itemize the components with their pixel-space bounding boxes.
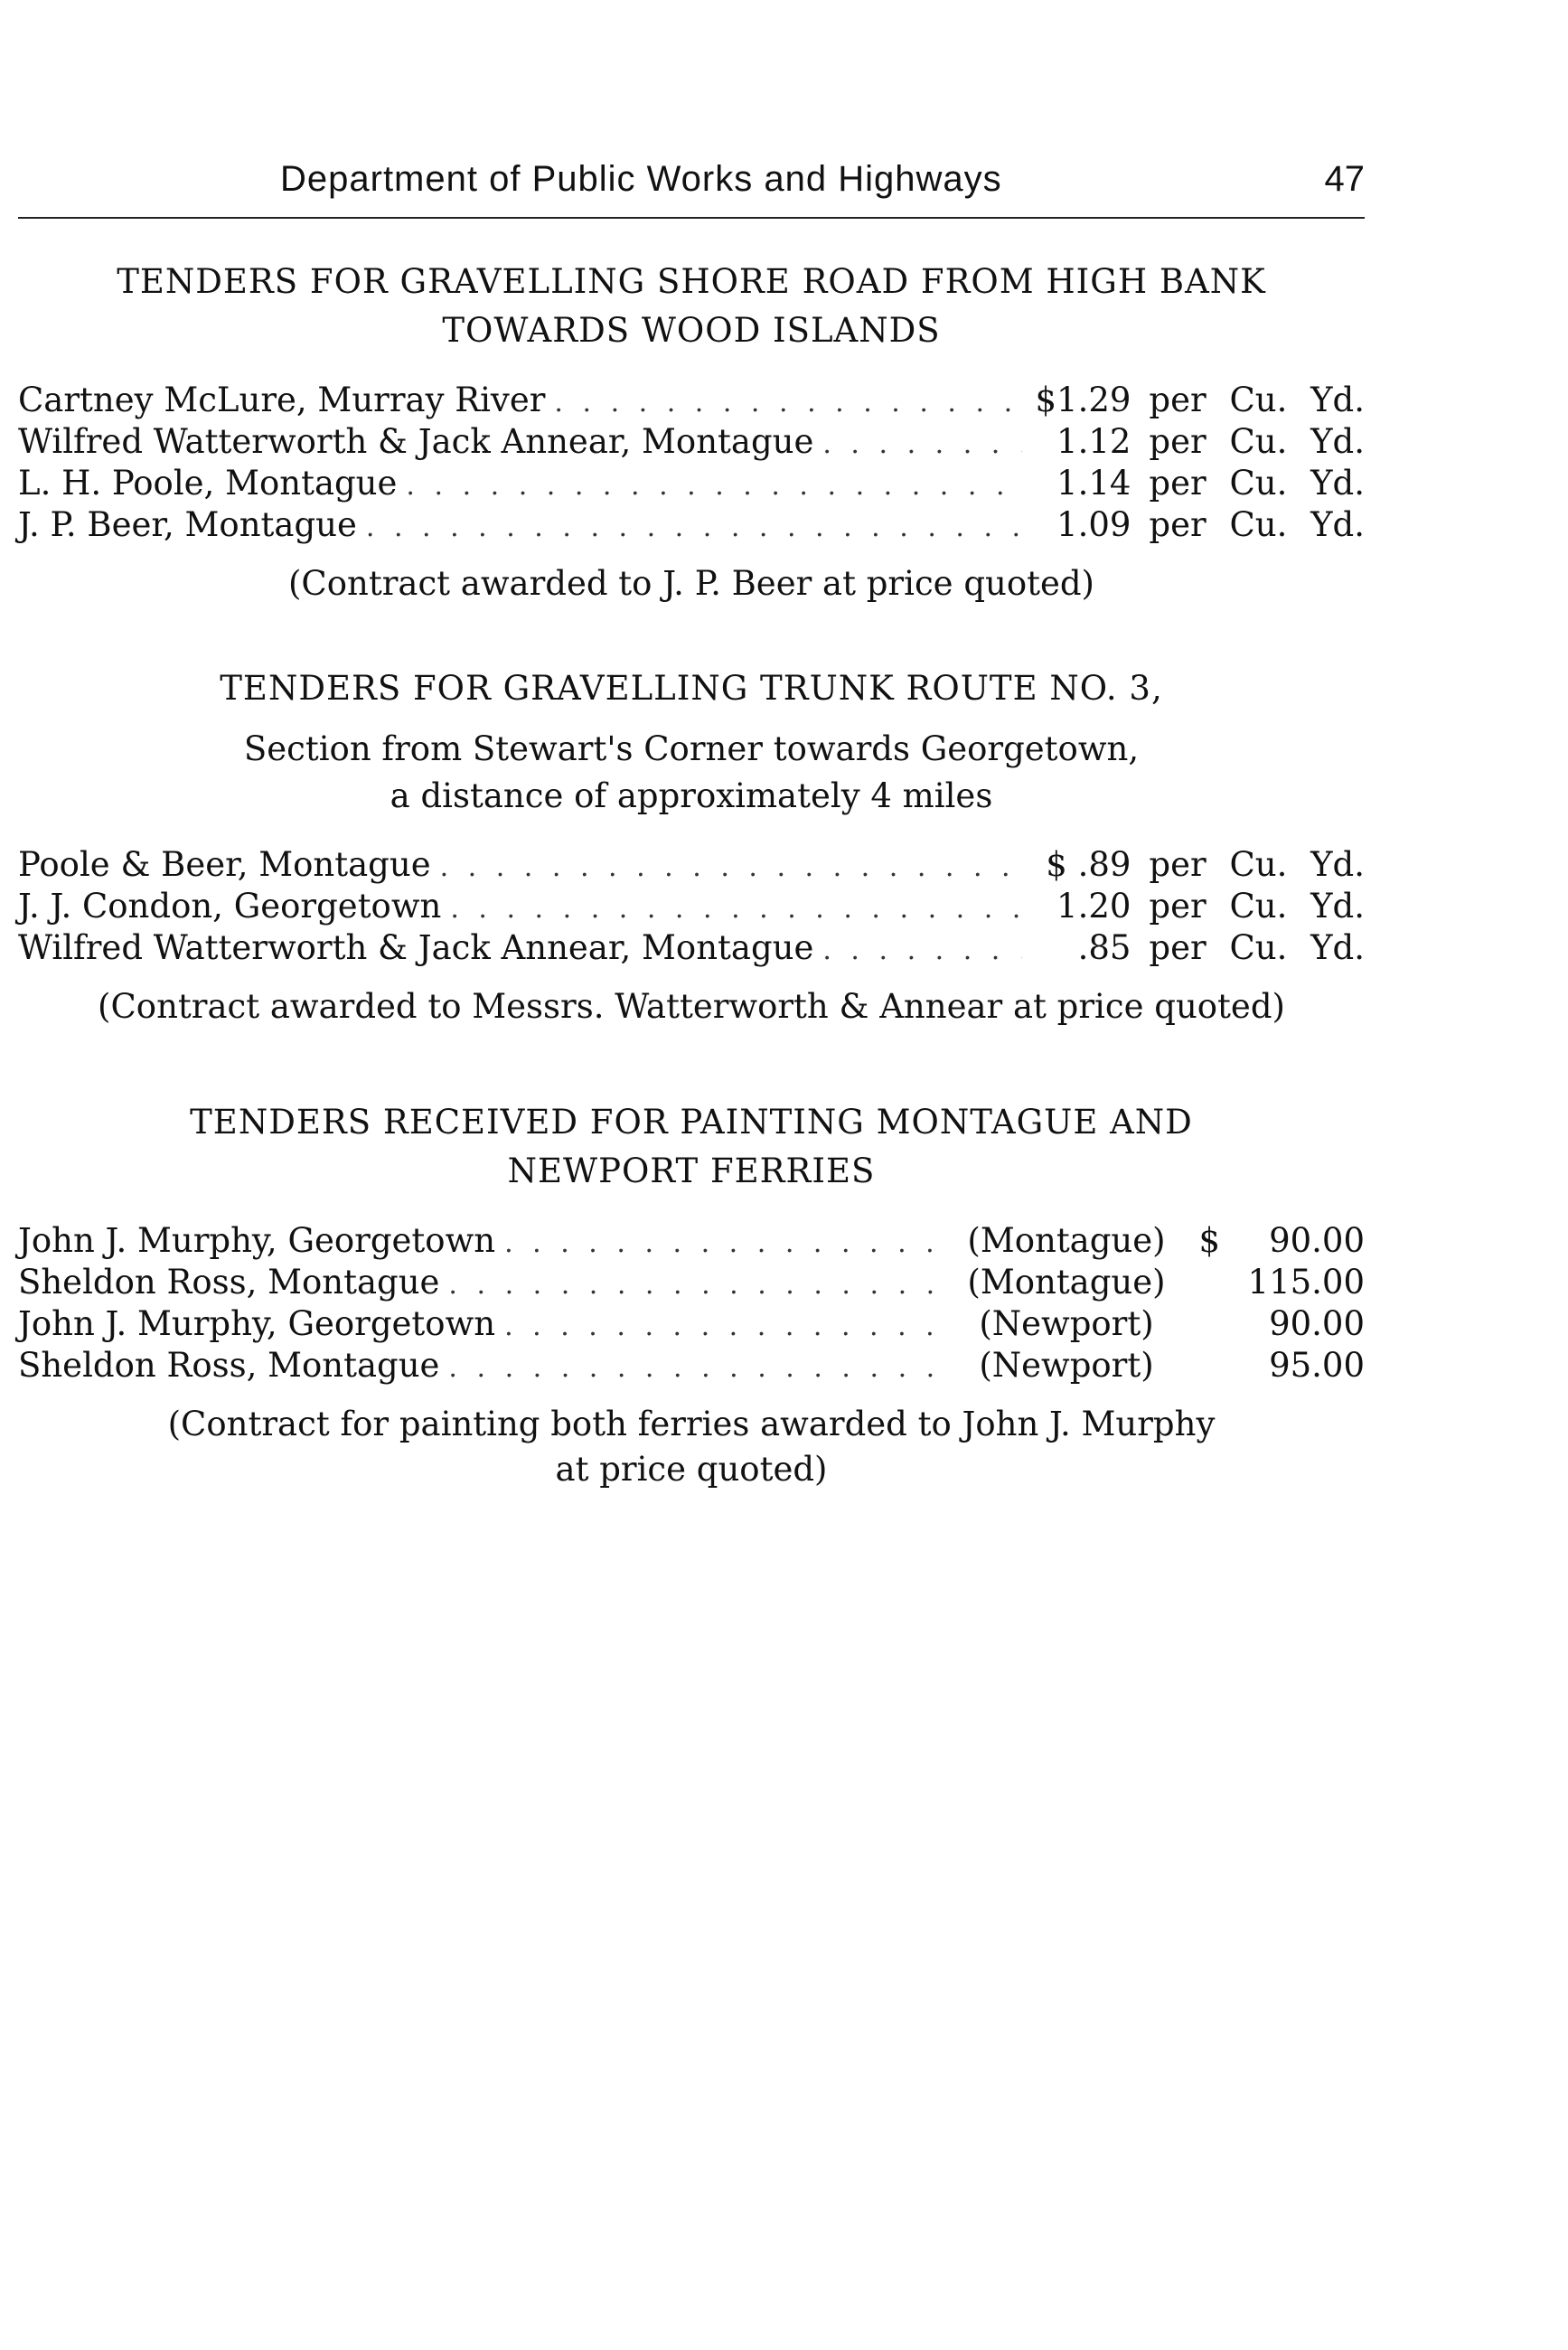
tender-amount: 90.00	[1269, 1221, 1365, 1260]
tenderer-name: L. H. Poole, Montague	[18, 464, 398, 503]
tender-row	[18, 1263, 1365, 1304]
tender-row	[18, 422, 1365, 464]
section-shore-road	[18, 258, 1365, 606]
tender-unit: per Cu. Yd.	[1149, 422, 1365, 461]
leader-dots	[822, 425, 1022, 464]
tender-price: 1.09	[1056, 505, 1131, 544]
tender-amount: 95.00	[1269, 1346, 1365, 1385]
tender-price: 1.14	[1056, 464, 1131, 503]
tender-list	[18, 381, 1365, 547]
tender-row	[18, 464, 1365, 505]
tender-amount: 90.00	[1269, 1304, 1365, 1343]
tender-price: $1.29	[1035, 381, 1131, 419]
tender-row	[18, 1346, 1365, 1387]
tender-unit: per Cu. Yd.	[1149, 928, 1365, 967]
ferry-location: (Montague)	[967, 1263, 1166, 1302]
tenderer-name: John J. Murphy, Georgetown	[18, 1221, 496, 1260]
tender-row	[18, 887, 1365, 928]
tender-unit: per Cu. Yd.	[1149, 887, 1365, 926]
page-number: 47	[1324, 159, 1365, 199]
leader-dots	[450, 889, 1022, 928]
tenderer-name: J. J. Condon, Georgetown	[18, 887, 442, 926]
tenderer-name: Poole & Beer, Montague	[18, 845, 431, 884]
tender-unit: per Cu. Yd.	[1149, 505, 1365, 544]
tenderer-name: Sheldon Ross, Montague	[18, 1346, 440, 1385]
tender-row	[18, 1304, 1365, 1346]
section-heading-line: TENDERS FOR GRAVELLING TRUNK ROUTE NO. 3,	[220, 669, 1163, 708]
tenderer-name: Wilfred Watterworth & Jack Annear, Montague	[18, 928, 814, 967]
leader-dots	[822, 931, 1022, 970]
tender-row	[18, 928, 1365, 970]
tender-row	[18, 381, 1365, 422]
tenderer-name: Cartney McLure, Murray River	[18, 381, 546, 419]
tender-row	[18, 845, 1365, 887]
tender-price: 1.20	[1056, 887, 1131, 926]
header-rule	[18, 217, 1365, 219]
tender-unit: per Cu. Yd.	[1149, 464, 1365, 503]
contract-note: (Contract awarded to J. P. Beer at price quoted)	[287, 564, 1094, 603]
section-ferry-painting	[18, 1098, 1365, 1492]
ferry-location: (Newport)	[979, 1346, 1154, 1385]
section-trunk-route	[18, 664, 1365, 1029]
ferry-location: (Newport)	[979, 1304, 1154, 1343]
tender-unit: per Cu. Yd.	[1149, 845, 1365, 884]
running-header	[18, 154, 1365, 208]
section-heading-line: NEWPORT FERRIES	[507, 1152, 876, 1190]
tender-unit: per Cu. Yd.	[1149, 381, 1365, 419]
tenderer-name: John J. Murphy, Georgetown	[18, 1304, 496, 1343]
section-heading-line: TENDERS FOR GRAVELLING SHORE ROAD FROM HIGH BANK	[117, 262, 1266, 301]
tender-list	[18, 1221, 1365, 1387]
currency-symbol: $	[1198, 1221, 1220, 1260]
tenderer-name: J. P. Beer, Montague	[18, 505, 357, 544]
tender-price: 1.12	[1056, 422, 1131, 461]
section-heading-line: TOWARDS WOOD ISLANDS	[442, 311, 941, 350]
leader-dots	[448, 1265, 940, 1304]
tender-price: $ .89	[1046, 845, 1131, 884]
tender-row	[18, 505, 1365, 547]
department-title: Department of Public Works and Highways	[280, 159, 1002, 199]
section-subheading-line: a distance of approximately 4 miles	[390, 776, 993, 815]
leader-dots	[504, 1224, 940, 1263]
leader-dots	[554, 383, 1022, 422]
contract-note: (Contract awarded to Messrs. Watterworth & Annear at price quoted)	[98, 987, 1285, 1026]
leader-dots	[504, 1307, 940, 1346]
tender-list	[18, 845, 1365, 970]
tenderer-name: Wilfred Watterworth & Jack Annear, Montague	[18, 422, 814, 461]
leader-dots	[448, 1349, 940, 1387]
contract-note-line: at price quoted)	[555, 1450, 828, 1489]
tender-row	[18, 1221, 1365, 1263]
tender-amount: 115.00	[1247, 1263, 1365, 1302]
leader-dots	[366, 508, 1023, 547]
tender-price: .85	[1077, 928, 1131, 967]
section-heading-line: TENDERS RECEIVED FOR PAINTING MONTAGUE AND	[190, 1103, 1193, 1142]
contract-note-line: (Contract for painting both ferries awarded to John J. Murphy	[167, 1405, 1216, 1443]
leader-dots	[440, 848, 1023, 887]
leader-dots	[406, 466, 1022, 505]
ferry-location: (Montague)	[967, 1221, 1166, 1260]
section-subheading-line: Section from Stewart's Corner towards Georgetown,	[243, 729, 1140, 768]
tenderer-name: Sheldon Ross, Montague	[18, 1263, 440, 1302]
